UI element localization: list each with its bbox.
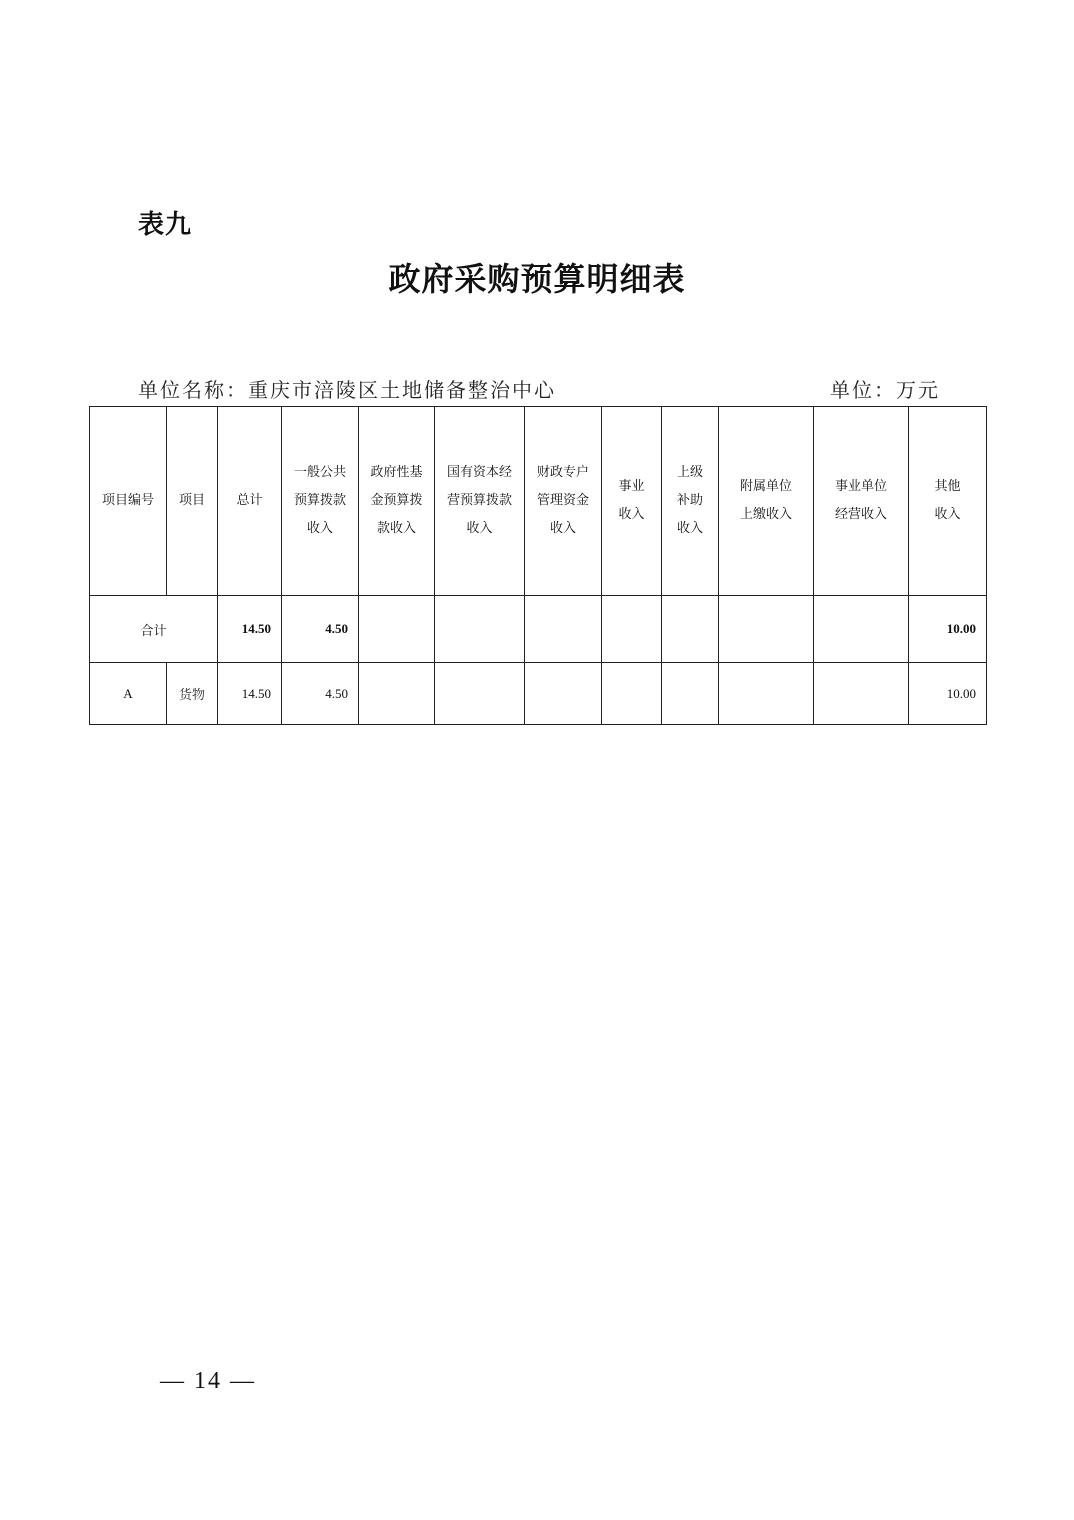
item-code: A: [90, 663, 167, 725]
column-header-line: 经营收入: [834, 507, 887, 522]
column-header-line: 管理资金: [536, 493, 589, 508]
item-name: 货物: [167, 663, 218, 725]
item-cell: [359, 663, 435, 725]
column-header-line: 附属单位: [739, 479, 792, 494]
column-header-line: 项目: [178, 493, 205, 508]
total-row: [90, 596, 987, 663]
column-header-line: 金预算拨: [370, 493, 423, 508]
total-cell: [662, 596, 719, 663]
item-cell: [662, 663, 719, 725]
total-cell: [435, 596, 525, 663]
column-header: [90, 407, 167, 596]
table-row: [90, 663, 987, 725]
item-cell: [814, 663, 909, 725]
column-header-line: 项目编号: [101, 493, 154, 508]
item-cell: 4.50: [282, 663, 359, 725]
table-label: 表九: [138, 210, 193, 240]
item-cell: [435, 663, 525, 725]
column-header-line: 事业单位: [834, 479, 887, 494]
total-cell: [525, 596, 602, 663]
total-cell: [359, 596, 435, 663]
column-header-line: 收入: [466, 521, 493, 536]
column-header-line: 事业: [618, 479, 645, 494]
column-header: [909, 407, 987, 596]
item-cell: [719, 663, 814, 725]
column-header: [719, 407, 814, 596]
total-label: 合计: [90, 596, 218, 663]
column-header: [218, 407, 282, 596]
column-header-line: 其他: [934, 479, 961, 494]
item-cell: 10.00: [909, 663, 987, 725]
column-header-line: 上级: [676, 465, 703, 480]
column-header: [359, 407, 435, 596]
header-row: [90, 407, 987, 596]
column-header-line: 收入: [676, 521, 703, 536]
column-header-line: 财政专户: [536, 465, 589, 480]
column-header-line: 总计: [236, 493, 263, 508]
item-cell: 14.50: [218, 663, 282, 725]
total-cell: [814, 596, 909, 663]
column-header-line: 收入: [306, 521, 333, 536]
column-header-line: 款收入: [376, 521, 416, 536]
column-header-line: 补助: [676, 493, 703, 508]
column-header-line: 国有资本经: [446, 465, 512, 480]
column-header-line: 上缴收入: [739, 507, 792, 522]
column-header-line: 预算拨款: [293, 493, 346, 508]
total-cell: 14.50: [218, 596, 282, 663]
total-cell: [719, 596, 814, 663]
item-cell: [525, 663, 602, 725]
column-header: [814, 407, 909, 596]
column-header-line: 一般公共: [293, 465, 346, 480]
column-header: [435, 407, 525, 596]
procurement-budget-table: [89, 406, 987, 725]
document-title: 政府采购预算明细表: [388, 260, 686, 298]
column-header: [662, 407, 719, 596]
column-header: [167, 407, 218, 596]
column-header-line: 收入: [934, 507, 961, 522]
column-header-line: 收入: [618, 507, 645, 522]
column-header: [282, 407, 359, 596]
column-header-line: 收入: [549, 521, 576, 536]
column-header: [525, 407, 602, 596]
unit-measure: 单位：万元: [830, 378, 940, 402]
column-header: [602, 407, 662, 596]
column-header-line: 营预算拨款: [446, 493, 512, 508]
column-header-line: 政府性基: [370, 465, 423, 480]
item-cell: [602, 663, 662, 725]
total-cell: [602, 596, 662, 663]
unit-name: 单位名称：重庆市涪陵区土地储备整治中心: [138, 378, 556, 402]
total-cell: 10.00: [909, 596, 987, 663]
page-number: — 14 —: [160, 1368, 256, 1394]
total-cell: 4.50: [282, 596, 359, 663]
